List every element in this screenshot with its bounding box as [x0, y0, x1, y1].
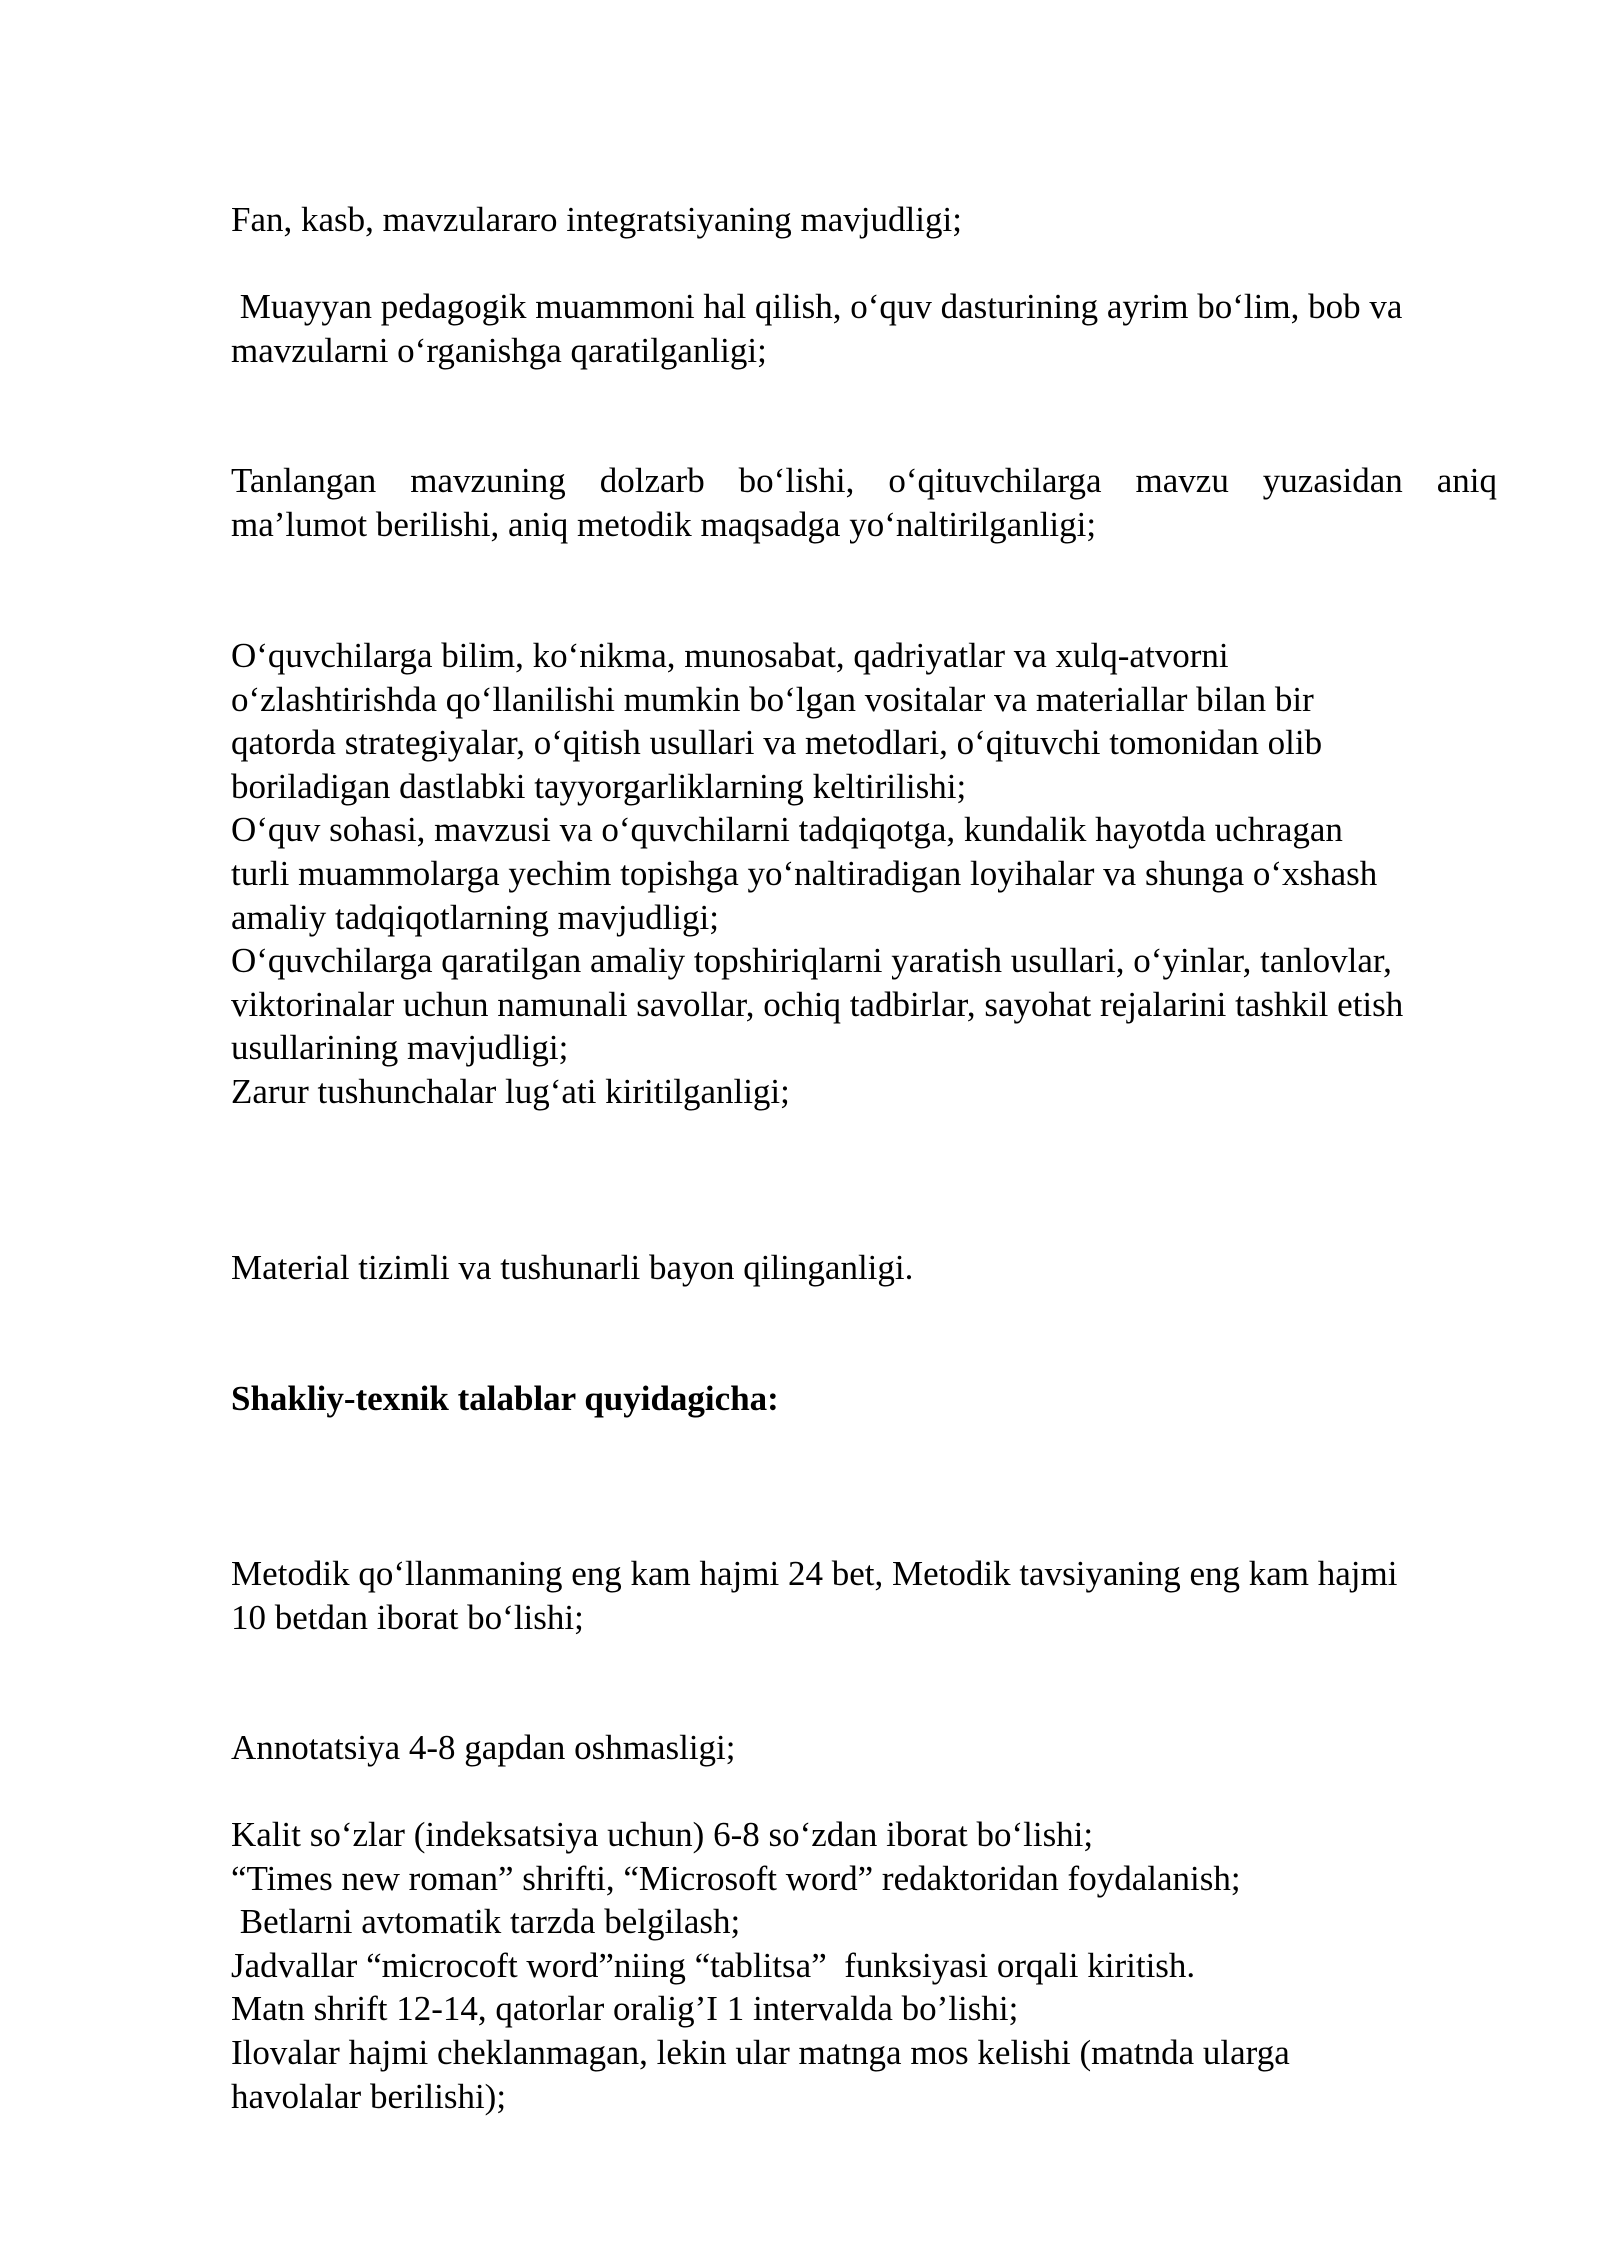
paragraph-pedagogical-problem	[231, 285, 1497, 372]
paragraph-integration	[231, 198, 1497, 242]
text-line: O‘quv sohasi, mavzusi va o‘quvchilarni tadqiqotga, kundalik hayotda uchragan	[231, 810, 1343, 850]
paragraph-topic-relevance	[231, 459, 1497, 546]
text-line: Zarur tushunchalar lug‘ati kiritilganligi;	[231, 1071, 790, 1111]
text-line: O‘quvchilarga bilim, ko‘nikma, munosabat, qadriyatlar va xulq-atvorni	[231, 636, 1229, 675]
text-line: Annotatsiya 4-8 gapdan oshmasligi;	[231, 1728, 736, 1767]
text-line: Muayyan pedagogik muammoni hal qilish, o‘quv dasturining ayrim bo‘lim, bob va	[231, 287, 1403, 326]
text-line: usullarining mavjudligi;	[231, 1028, 569, 1068]
text-line: “Times new roman” shrifti, “Microsoft word” redaktoridan foydalanish;	[231, 1858, 1241, 1898]
paragraph-annotation	[231, 1726, 1497, 1770]
heading-text: Shakliy-texnik talablar quyidagicha:	[231, 1379, 779, 1418]
text-line: Tanlangan mavzuning dolzarb bo‘lishi, o‘qituvchilarga mavzu yuzasidan aniq	[231, 461, 1497, 500]
text-line: Metodik qo‘llanmaning eng kam hajmi 24 bet, Metodik tavsiyaning eng kam hajmi	[231, 1554, 1398, 1593]
text-line: amaliy tadqiqotlarning mavjudligi;	[231, 897, 719, 937]
text-line: O‘quvchilarga qaratilgan amaliy topshiriqlarni yaratish usullari, o‘yinlar, tanlovlar,	[231, 941, 1392, 981]
text-line: o‘zlashtirishda qo‘llanilishi mumkin bo‘lgan vositalar va materiallar bilan bir	[231, 679, 1314, 719]
text-line: Kalit so‘zlar (indeksatsiya uchun) 6-8 so‘zdan iborat bo‘lishi;	[231, 1815, 1094, 1854]
text-line: Fan, kasb, mavzulararo integratsiyaning mavjudligi;	[231, 200, 962, 239]
paragraph-material-clarity	[231, 1246, 1497, 1290]
paragraph-methods-list	[231, 634, 1497, 1114]
text-line: mavzularni o‘rganishga qaratilganligi;	[231, 330, 767, 370]
text-line: havolalar berilishi);	[231, 2076, 507, 2116]
text-line: 10 betdan iborat bo‘lishi;	[231, 1597, 584, 1637]
paragraph-volume	[231, 1552, 1497, 1639]
text-line: Ilovalar hajmi cheklanmagan, lekin ular matnga mos kelishi (matnda ularga	[231, 2032, 1290, 2072]
text-line: turli muammolarga yechim topishga yo‘naltiradigan loyihalar va shunga o‘xshash	[231, 853, 1378, 893]
text-line: ma’lumot berilishi, aniq metodik maqsadga yo‘naltirilganligi;	[231, 504, 1097, 544]
text-line: boriladigan dastlabki tayyorgarliklarning keltirilishi;	[231, 766, 967, 806]
text-line: Jadvallar “microcoft word”niing “tablitsa” funksiyasi orqali kiritish.	[231, 1945, 1196, 1985]
text-line: Matn shrift 12-14, qatorlar oralig’I 1 intervalda bo’lishi;	[231, 1989, 1019, 2029]
text-line: Betlarni avtomatik tarzda belgilash;	[231, 1902, 741, 1942]
text-line: viktorinalar uchun namunali savollar, ochiq tadbirlar, sayohat rejalarini tashkil etish	[231, 984, 1404, 1024]
text-line: Material tizimli va tushunarli bayon qilinganligi.	[231, 1248, 914, 1287]
text-line: qatorda strategiyalar, o‘qitish usullari va metodlari, o‘qituvchi tomonidan olib	[231, 723, 1323, 763]
section-heading	[231, 1377, 1497, 1421]
paragraph-technical-list	[231, 1813, 1497, 2118]
